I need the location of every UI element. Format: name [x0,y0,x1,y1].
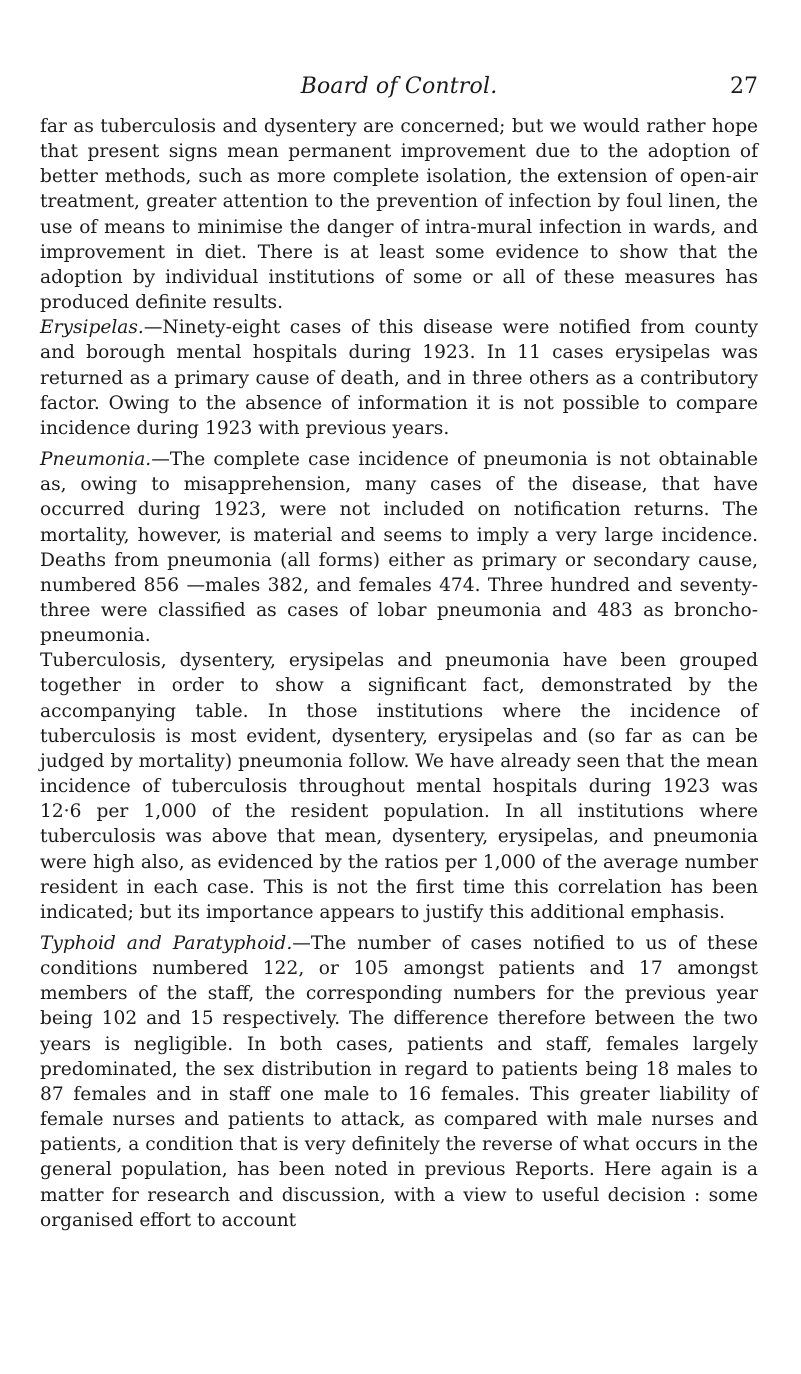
page-number: 27 [730,74,758,99]
typhoid-heading: Typhoid and Paratyphoid. [40,933,293,954]
paragraph-pneumonia [40,447,758,648]
body-text [40,114,758,1233]
paragraph-grouped-diseases: Tuberculosis, dysentery, erysipelas and pneumonia have been grouped together in order to show a significant fact, demonstrated by the accompanying table. In those institutions where the incidence of tuberculosis is most evident, dysentery, erysipelas and (so far as can be judged by mortality) pneumonia follow. We have already seen that the mean incidence of tuberculosis throughout mental hospitals during 1923 was 12·6 per 1,000 of the resident population. In all institutions where tuberculosis was above that mean, dysentery, erysipelas, and pneumonia were high also, as evidenced by the ratios per 1,000 of the average number resident in each case. This is not the first time this correlation has been indicated; but its importance appears to justify this additional emphasis. [40,650,759,923]
paragraph-typhoid [40,931,758,1233]
paragraph-erysipelas [40,315,758,441]
page-header [40,74,758,108]
typhoid-text: —The number of cases notified to us of these conditions numbered 122, or 105 amongst patients and 17 amongst members of the staff, the corresponding numbers for the previous year being 102 and 15 respectively. The difference therefore between the two years is negligible. In both cases, patients and staff, females largely predominated, the sex distribution in regard to patients being 18 males to 87 females and in staff one male to 16 females. This greater liability of female nurses and patients to attack, as compared with male nurses and patients, a condition that is very definitely the reverse of what occurs in the general population, has been noted in previous Reports. Here again is a matter for research and discussion, with a view to useful decision : some organised effort to account [40,933,758,1231]
running-head: Board of Control. [300,74,498,99]
erysipelas-text: —Ninety-eight cases of this disease were notified from county and borough mental hospitals during 1923. In 11 cases erysipelas was returned as a primary cause of death, and in three others as a contributory factor. Owing to the absence of information it is not possible to compare incidence during 1923 with previous years. [40,317,758,439]
erysipelas-heading: Erysipelas. [40,317,144,339]
pneumonia-heading: Pneumonia. [40,449,152,471]
paragraph-diseases-conclusion: far as tuberculosis and dysentery are concerned; but we would rather hope that present signs mean permanent improvement due to the adoption of better methods, such as more complete isolation, the extension of open-air treatment, greater attention to the prevention of infection by foul linen, the use of means to minimise the danger of intra-mural infection in wards, and improvement in diet. There is at least some evidence to show that the adoption by individual institutions of some or all of these measures has produced definite results. [40,116,758,314]
pneumonia-text: —The complete case incidence of pneumonia is not obtainable as, owing to misapprehension, many cases of the disease, that have occurred during 1923, were not included on notification returns. The mortality, however, is material and seems to imply a very large incidence. Deaths from pneumonia (all forms) either as primary or secondary cause, numbered 856 —males 382, and females 474. Three hundred and seventy-three were classified as cases of lobar pneumonia and 483 as broncho-pneumonia. [40,449,758,647]
